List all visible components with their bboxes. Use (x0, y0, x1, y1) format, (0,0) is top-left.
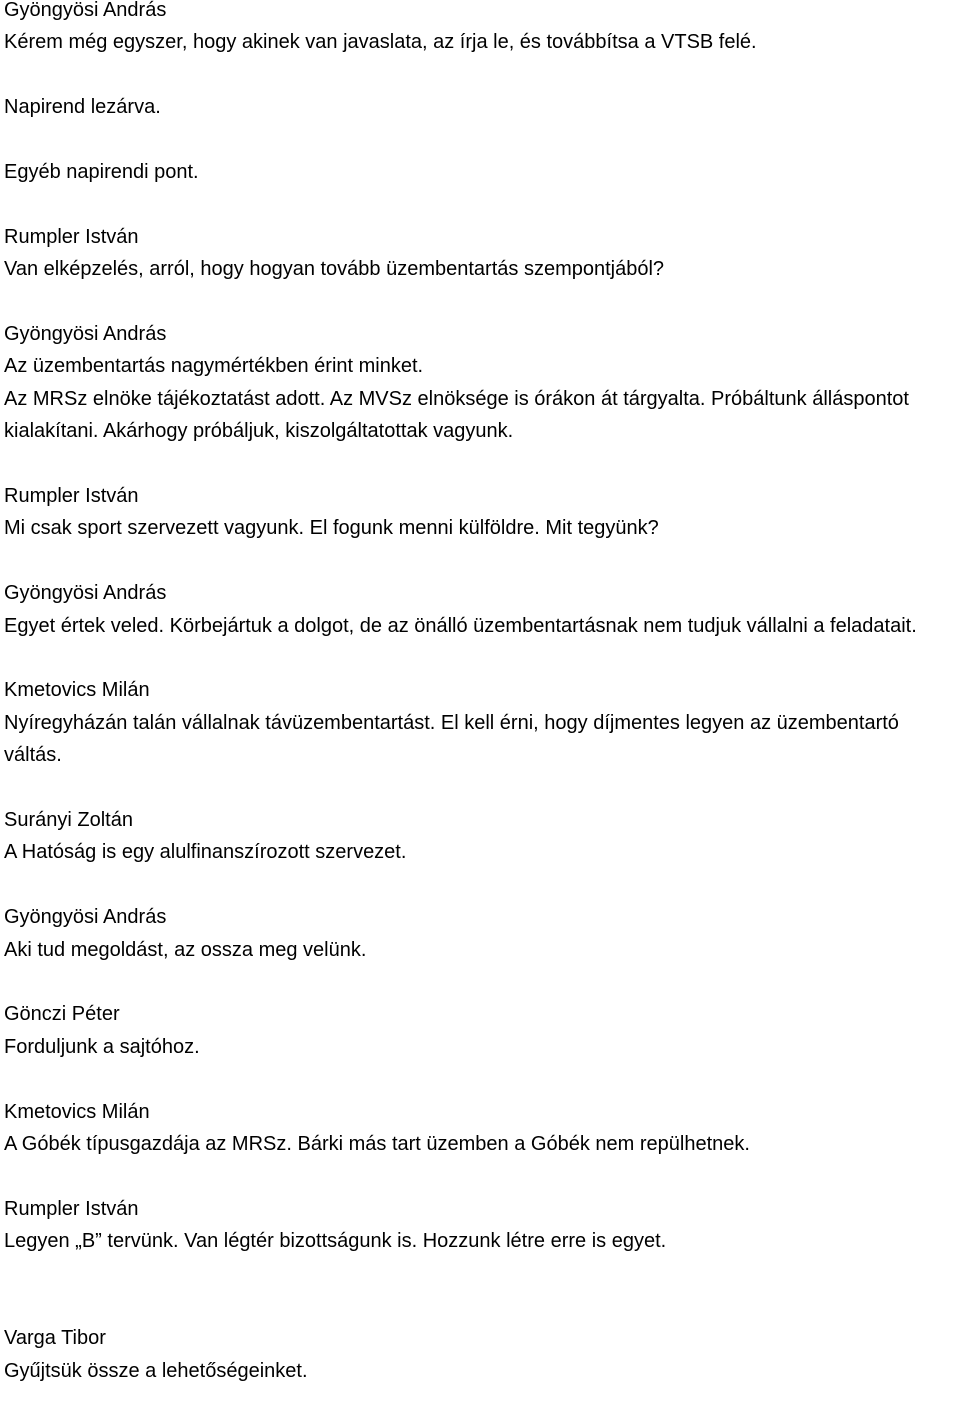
statement-text: A Góbék típusgazdája az MRSz. Bárki más tart üzemben a Góbék nem repülhetnek. (4, 1133, 750, 1156)
minutes-entry (4, 221, 956, 286)
speaker-name: Gyöngyösi András (4, 906, 167, 929)
minutes-entry (4, 674, 956, 771)
speaker-name: Varga Tibor (4, 1327, 106, 1350)
statement-text: Forduljunk a sajtóhoz. (4, 1035, 200, 1058)
statement-text: Mi csak sport szervezett vagyunk. El fogunk menni külföldre. Mit tegyünk? (4, 517, 659, 540)
minutes-entry (4, 480, 956, 545)
minutes-entry (4, 1322, 956, 1387)
minutes-entry (4, 0, 956, 59)
minutes-entry (4, 577, 956, 642)
speaker-name: Surányi Zoltán (4, 809, 133, 832)
minutes-entry (4, 1193, 956, 1258)
statement-text: Gyűjtsük össze a lehetőségeinket. (4, 1359, 308, 1382)
statement-text: Egyet értek veled. Körbejártuk a dolgot, de az önálló üzembentartásnak nem tudjuk vállalni a feladatait. (4, 614, 917, 637)
statement-text: Aki tud megoldást, az ossza meg velünk. (4, 938, 367, 961)
minutes-entry (4, 998, 956, 1063)
minutes-entry (4, 1096, 956, 1161)
statement-text: Van elképzelés, arról, hogy hogyan tovább üzembentartás szempontjából? (4, 258, 665, 281)
minutes-entry (4, 156, 956, 188)
statement-text: Az üzembentartás nagymértékben érint minket. (4, 355, 424, 378)
statement-text: Nyíregyházán talán vállalnak távüzembentartást. El kell érni, hogy díjmentes legyen az üzembentartó váltás. (4, 711, 899, 767)
speaker-name: Rumpler István (4, 225, 139, 248)
speaker-name: Rumpler István (4, 1197, 139, 1220)
speaker-name: Kmetovics Milán (4, 679, 150, 702)
statement-text: Kérem még egyszer, hogy akinek van javaslata, az írja le, és továbbítsa a VTSB felé. (4, 31, 757, 54)
minutes-entry (4, 91, 956, 123)
statement-text: A Hatóság is egy alulfinanszírozott szervezet. (4, 841, 407, 864)
speaker-name: Kmetovics Milán (4, 1100, 150, 1123)
blank-spacer (4, 1290, 956, 1322)
minutes-entry (4, 901, 956, 966)
statement-text: Napirend lezárva. (4, 96, 161, 119)
speaker-name: Gyöngyösi András (4, 582, 167, 605)
minutes-entry (4, 318, 956, 448)
statement-text: Egyéb napirendi pont. (4, 161, 199, 183)
meeting-minutes-document (4, 0, 956, 1420)
statement-text: Az MRSz elnöke tájékoztatást adott. Az MVSz elnöksége is órákon át tárgyalta. Próbáltunk álláspontot kialakítani. Akárhogy próbáljuk, kiszolgáltatottak vagyunk. (4, 387, 909, 443)
speaker-name: Gyöngyösi András (4, 323, 167, 345)
speaker-name: Gyöngyösi András (4, 0, 167, 21)
statement-text: Legyen „B” tervünk. Van légtér bizottságunk is. Hozzunk létre erre is egyet. (4, 1230, 667, 1253)
minutes-entry (4, 804, 956, 869)
speaker-name: Rumpler István (4, 485, 139, 508)
speaker-name: Gönczi Péter (4, 1003, 120, 1026)
